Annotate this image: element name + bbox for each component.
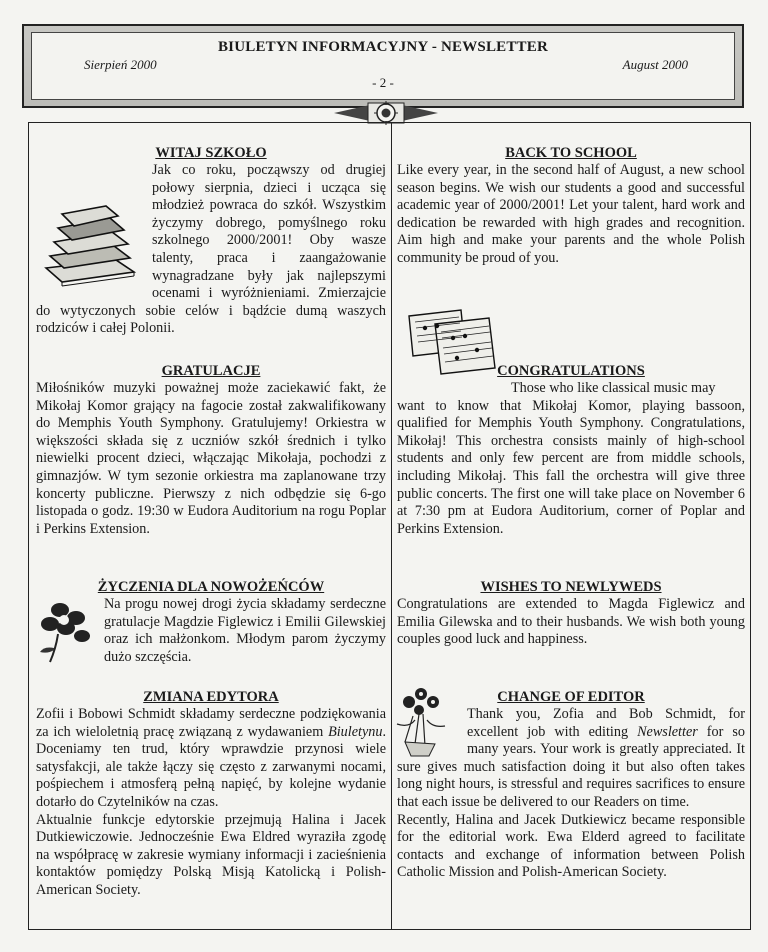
section-zmiana-edytora [36,688,386,900]
section-body: Zofii i Bobowi Schmidt składamy serdeczne podziękowania za ich wieloletnią pracę związaną z wydawaniem Biuletynu. Doceniamy ten trud, który wprawdzie przynosi wiele satysfakcji, ale także łączy się często z zarwanymi nocami, pośpiechem i atmosferą pełną napięć, by kolejne wydanie dotarło do Czytelników na czas. [36,706,386,810]
section-heading: WISHES TO NEWLYWEDS [480,579,662,595]
section-body: Miłośników muzyki poważnej może zaciekawić fakt, że Mikołaj Komor grający na fagocie został zakwalifikowany do Memphis Youth Symphony. Gratulujemy! Orkiestra w większości składa się z uczniów szkół średnich i tylko niewielki procent dzieci, włączając Mikołaja, pochodzi z gimnazjów. W tym sezonie orkiestra ma zaplanowane trzy koncerty publiczne. Pierwszy z nich odbędzie się 6-go listopada o godz. 19:30 w Eudora Auditorium na rogu Poplar i Perkins Extension. [36,380,386,537]
newsletter-title: BIULETYN INFORMACYJNY - NEWSLETTER [217,39,549,55]
section-zyczenia [36,578,386,666]
section-heading: CONGRATULATIONS [497,363,645,379]
section-body: Jak co roku, począwszy od drugiej połowy sierpnia, dzieci i ucząca się młodzież powraca do szkół. Wszystkim życzymy dobrego, pomyślnego roku szkolnego 2000/2001! Oby wasze talenty, praca i zaangażowanie wynagradzane były jak najlepszymi ocenami i wyróżnieniami. Zmierzajcie do wytyczonych sobie celów i bądźcie dumą waszych rodziców i całej Polonii. [36,162,386,337]
section-heading: ŻYCZENIA DLA NOWOŻEŃCÓW [97,579,325,595]
header-panel [31,32,735,100]
column-divider [391,122,392,930]
books-stack-icon [36,198,144,290]
section-body: want to know that Mikołaj Komor, playing bassoon, qualified for Memphis Youth Symphony. Congratulations, Mikołaj! This orchestra consists mainly of high-school students and only few percent are from middle schools, including Mikołaj. This fall the orchestra will give three public concerts. The first one will take place on November 6 at 7:30 pm at Eudora Auditorium, corner of Poplar and Perkins Extension. [397,397,745,537]
bouquet-icon [391,684,459,758]
date-english: August 2000 [622,57,688,72]
section-body: Congratulations are extended to Magda Figlewicz and Emilia Gilewska and to their husbands. We wish both young couples good luck and happiness. [397,596,745,648]
section-congratulations [397,362,745,538]
flower-icon [36,596,98,666]
section-body: Na progu nowej drogi życia składamy serdeczne gratulacje Magdzie Figlewicz i Emilii Gilewskiej oraz ich małżonkom. Młodym parom życzymy dużo szczęścia. [36,596,386,666]
newsletter-header [22,24,744,108]
section-heading: BACK TO SCHOOL [505,145,637,161]
section-body-intro: Those who like classical music may [511,380,716,396]
section-gratulacje [36,362,386,538]
date-polish: Sierpień 2000 [84,57,157,72]
page-number: - 2 - [372,75,394,90]
section-heading: ZMIANA EDYTORA [143,689,279,705]
section-body-2: Aktualnie funkcje edytorskie przejmują Halina i Jacek Dutkiewiczowie. Jednocześnie Ewa Eldred wyraziła zgodę na współpracę w zakresie wymiany informacji i zacieśnienia kontaktów pomiędzy Polską Misją Katolicką i Polish-American Society. [36,811,386,898]
emphasis-newsletter: Newsletter [637,723,698,740]
section-body: Like every year, in the second half of August, a new school season begins. We wish our students a good and successful academic year of 2000/2001! Let your talent, hard work and dedication be rewarded with high grades and recognition. Aim high and make your parents and the whole Polish community be proud of you. [397,162,745,266]
section-change-editor [397,688,745,882]
section-body-2: Recently, Halina and Jacek Dutkiewicz became responsible for the editorial work. Ewa Elderd agreed to facilitate contacts and exchange of information between Polish Catholic Mission and Polish-American Society. [397,811,745,881]
section-witaj-szkolo [36,144,386,338]
emphasis-biuletyn: Biuletynu [328,723,383,740]
section-body: Thank you, Zofia and Bob Schmidt, for excellent job with editing Newsletter for so many years. Your work is greatly appreciated. It sure gives much satisfaction doing it but also often takes long night hours, is stressful and requires sacrifices to ensure that each issue be delivered to our Readers on time. [397,706,745,812]
section-heading: GRATULACJE [161,363,261,379]
section-wishes-newlyweds [397,578,745,649]
section-heading: CHANGE OF EDITOR [497,689,645,705]
section-heading: WITAJ SZKOŁO [155,145,267,161]
section-back-to-school [397,144,745,268]
